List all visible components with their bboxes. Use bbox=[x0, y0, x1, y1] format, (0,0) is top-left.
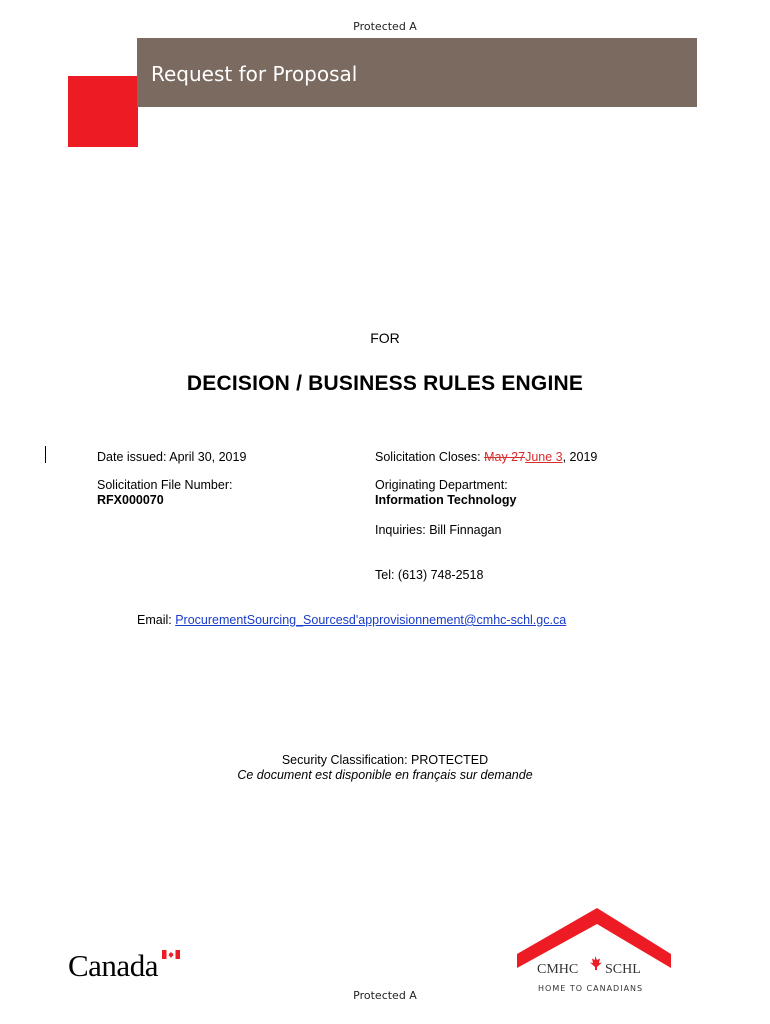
solicitation-closes bbox=[375, 450, 597, 465]
closes-suffix: , 2019 bbox=[562, 450, 598, 464]
cmhc-roof-icon bbox=[515, 906, 675, 996]
for-label: FOR bbox=[370, 330, 400, 346]
closes-prefix: Solicitation Closes: bbox=[375, 450, 485, 464]
date-issued: Date issued: April 30, 2019 bbox=[97, 450, 247, 464]
footer-classification: Protected A bbox=[353, 989, 417, 1002]
email-link[interactable]: ProcurementSourcing_Sourcesd'approvisionnement@cmhc-schl.gc.ca bbox=[175, 613, 567, 627]
project-title: DECISION / BUSINESS RULES ENGINE bbox=[186, 372, 584, 395]
text-cursor bbox=[45, 446, 46, 463]
department-label: Originating Department: bbox=[375, 478, 508, 492]
file-number: RFX000070 bbox=[97, 493, 164, 507]
canada-flag-icon bbox=[162, 950, 180, 959]
title-band bbox=[137, 38, 697, 107]
telephone: Tel: (613) 748-2518 bbox=[375, 568, 484, 582]
file-number-label: Solicitation File Number: bbox=[97, 478, 233, 492]
department-value: Information Technology bbox=[375, 493, 517, 507]
header-classification: Protected A bbox=[353, 20, 417, 33]
schl-acronym: SCHL bbox=[605, 962, 641, 977]
canada-wordmark bbox=[68, 948, 180, 982]
closes-inserted-date: June 3 bbox=[525, 450, 563, 464]
email-line bbox=[137, 613, 566, 628]
cmhc-tagline: HOME TO CANADIANS bbox=[538, 984, 644, 993]
email-label: Email: bbox=[137, 613, 176, 627]
canada-wordmark-text: Canada bbox=[68, 948, 158, 983]
closes-deleted-date: May 27 bbox=[484, 450, 526, 464]
french-notice: Ce document est disponible en français sur demande bbox=[237, 768, 533, 782]
red-accent-square bbox=[68, 76, 138, 147]
cmhc-acronym: CMHC bbox=[537, 962, 579, 977]
maple-leaf-icon bbox=[590, 956, 602, 970]
cmhc-logo bbox=[515, 906, 675, 996]
security-classification: Security Classification: PROTECTED bbox=[281, 753, 489, 767]
document-type-title: Request for Proposal bbox=[151, 62, 358, 86]
inquiries: Inquiries: Bill Finnagan bbox=[375, 523, 502, 537]
